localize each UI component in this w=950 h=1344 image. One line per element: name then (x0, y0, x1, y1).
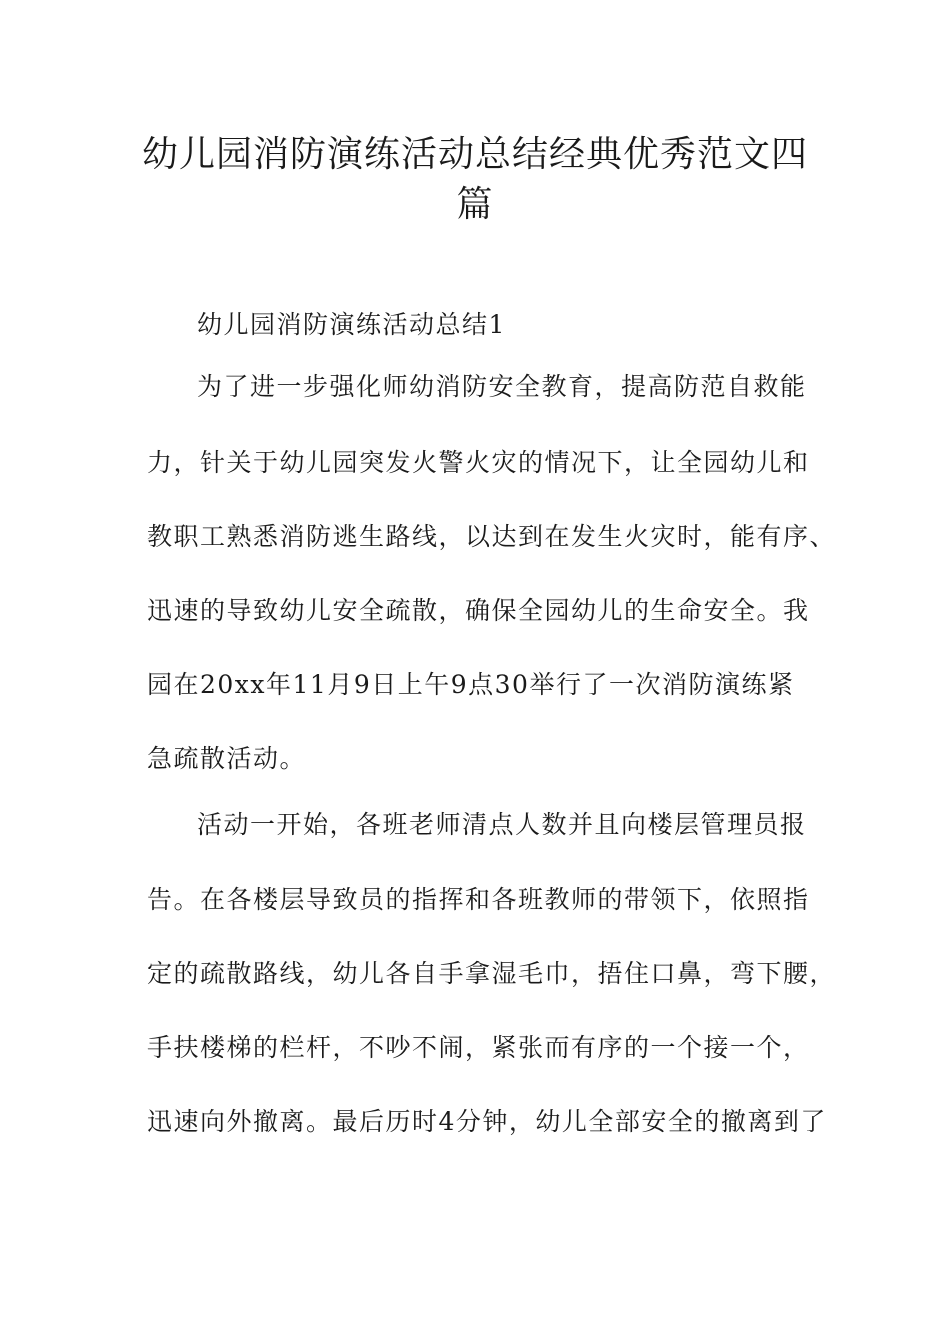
paragraph-line: 为了进一步强化师幼消防安全教育，提高防范自救能 (197, 372, 807, 401)
section-heading: 幼儿园消防演练活动总结1 (197, 310, 506, 339)
paragraph-line: 定的疏散路线，幼儿各自手拿湿毛巾，捂住口鼻，弯下腰， (147, 959, 837, 988)
paragraph-line: 急疏散活动。 (147, 744, 307, 773)
paragraph-line: 园在20xx年11月9日上午9点30举行了一次消防演练紧 (147, 670, 795, 699)
paragraph-line: 迅速向外撤离。最后历时4分钟，幼儿全部安全的撤离到了 (147, 1107, 827, 1136)
paragraph-line: 活动一开始，各班老师清点人数并且向楼层管理员报 (197, 810, 807, 839)
document-title: 幼儿园消防演练活动总结经典优秀范文四篇 (141, 134, 808, 225)
paragraph-line: 迅速的导致幼儿安全疏散，确保全园幼儿的生命安全。我 (147, 596, 810, 625)
paragraph-line: 告。在各楼层导致员的指挥和各班教师的带领下，依照指 (147, 885, 810, 914)
paragraph-line: 教职工熟悉消防逃生路线，以达到在发生火灾时，能有序、 (147, 522, 837, 551)
paragraph-line: 力，针关于幼儿园突发火警火灾的情况下，让全园幼儿和 (147, 448, 810, 477)
paragraph-line: 手扶楼梯的栏杆，不吵不闹，紧张而有序的一个接一个， (147, 1033, 810, 1062)
